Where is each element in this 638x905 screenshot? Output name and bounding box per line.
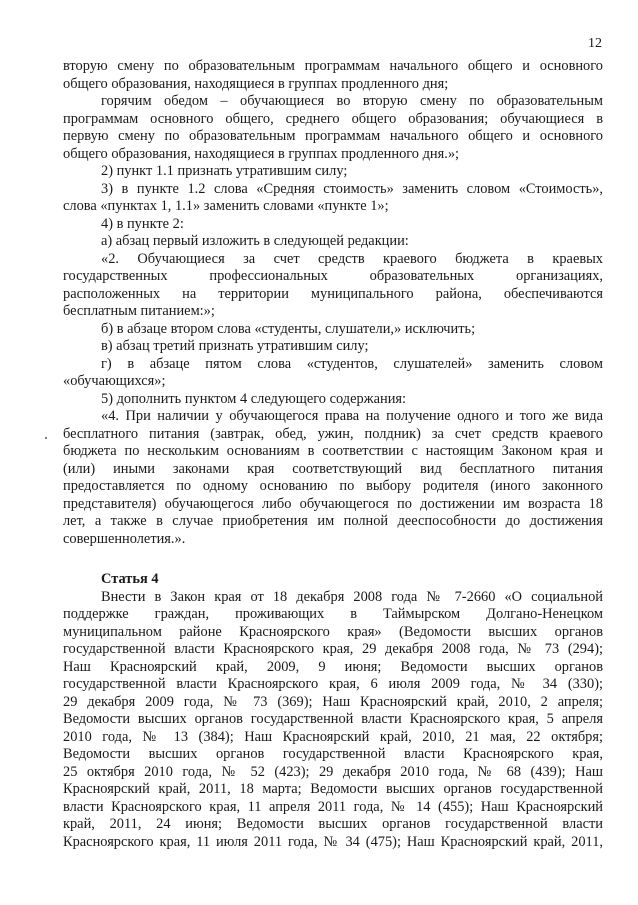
text-line: горячим обедом – обучающиеся во вторую смену по образовательным xyxy=(101,93,603,109)
text-line: бесплатного питания (завтрак, обед, ужин, полдник) за счет средств краевого xyxy=(63,425,603,442)
text-line: Ведомости высших органов государственной власти Красноярского края, 5 апреля xyxy=(63,711,603,727)
text-line: поддержке граждан, проживающих в Таймырском Долгано-Ненецком xyxy=(63,606,603,622)
text-line: предоставляется по одному основанию по выбору родителя (иного законного xyxy=(63,478,603,494)
text-line: муниципальном районе Красноярского края» (Ведомости высших органов xyxy=(63,623,603,640)
text-line: расположенных на территории муниципального района, обеспечиваются xyxy=(63,285,603,302)
text-line: г) в абзаце пятом слова «студентов, слушателей» заменить словом xyxy=(101,355,603,372)
text-line: Внести в Закон края от 18 декабря 2008 года № 7-2660 «О социальной xyxy=(101,588,603,605)
text-line: Наш Красноярский край, 2009, 9 июня; Ведомости высших органов xyxy=(63,658,603,675)
text-line: б) в абзаце втором слова «студенты, слушатели,» исключить; xyxy=(101,320,476,337)
text-line: 29 декабря 2009 года, № 73 (369); Наш Красноярский край, 2010, 2 апреля; xyxy=(63,693,603,710)
text-line: Ведомости высших органов государственной власти Красноярского края, xyxy=(63,746,603,762)
text-line: «обучающихся»; xyxy=(63,373,166,389)
scan-speck xyxy=(45,437,47,439)
text-line: бюджета по нескольким основаниям в соответствии с настоящим Законом края и xyxy=(63,443,603,459)
text-line: вторую смену по образовательным программам начального общего и основного xyxy=(63,58,603,74)
text-line: 25 октября 2010 года, № 52 (423); 29 декабря 2010 года, № 68 (439); Наш xyxy=(63,763,603,780)
text-line: общего образования, находящиеся в группах продленного дня; xyxy=(63,75,449,92)
text-line: а) абзац первый изложить в следующей редакции: xyxy=(101,233,409,249)
text-line: (или) иными законами края соответствующий вид бесплатного питания xyxy=(63,460,603,477)
text-line: слова «пунктах 1, 1.1» заменить словами «пункте 1»; xyxy=(63,198,389,214)
paragraph-gap xyxy=(63,548,603,571)
text-line: общего образования, находящиеся в группах продленного дня.»; xyxy=(63,145,460,162)
text-line: совершеннолетия.». xyxy=(63,530,186,547)
text-line: Красноярский край, 2011, 18 марта; Ведомости высших органов государственной xyxy=(63,781,603,797)
text-line: Красноярского края, 11 июля 2011 года, № 34 (475); Наш Красноярский край, 2011, xyxy=(63,833,603,850)
text-line: государственной власти Красноярского края, 6 июля 2009 года, № 34 (330); xyxy=(63,676,603,692)
text-line: 3) в пункте 1.2 слова «Средняя стоимость» заменить словом «Стоимость», xyxy=(101,180,603,197)
text-line: государственной власти Красноярского края, 29 декабря 2008 года, № 73 (294); xyxy=(63,641,603,657)
text-line: власти Красноярского края, 11 апреля 2011 года, № 14 (455); Наш Красноярский xyxy=(63,798,603,815)
document-body xyxy=(63,58,603,851)
text-line: 5) дополнить пунктом 4 следующего содержания: xyxy=(101,390,407,407)
text-line: программам основного общего, среднего общего образования; обучающиеся в xyxy=(63,110,603,127)
text-line: 2) пункт 1.1 признать утратившим силу; xyxy=(101,163,348,179)
text-line: «2. Обучающиеся за счет средств краевого бюджета в краевых xyxy=(101,250,603,267)
text-line: «4. При наличии у обучающегося права на получение одного и того же вида xyxy=(101,408,603,424)
text-line: бесплатным питанием:»; xyxy=(63,303,215,319)
text-line: первую смену по образовательным программам начального общего и основного xyxy=(63,128,603,144)
text-line: 2010 года, № 13 (384); Наш Красноярский край, 2010, 21 мая, 22 октября; xyxy=(63,728,603,745)
article-heading: Статья 4 xyxy=(101,571,159,587)
text-line: 4) в пункте 2: xyxy=(101,215,184,232)
text-line: в) абзац третий признать утратившим силу; xyxy=(101,338,369,354)
text-line: край, 2011, 24 июня; Ведомости высших органов государственной власти xyxy=(63,816,603,832)
text-line: государственных профессиональных образовательных организациях, xyxy=(63,268,603,284)
text-line: лет, а также в случае приобретения им полной дееспособности до достижения xyxy=(63,513,603,529)
page-number: 12 xyxy=(588,36,602,51)
text-line: представителя) обучающегося либо обучающегося по достижении им возраста 18 xyxy=(63,495,603,512)
